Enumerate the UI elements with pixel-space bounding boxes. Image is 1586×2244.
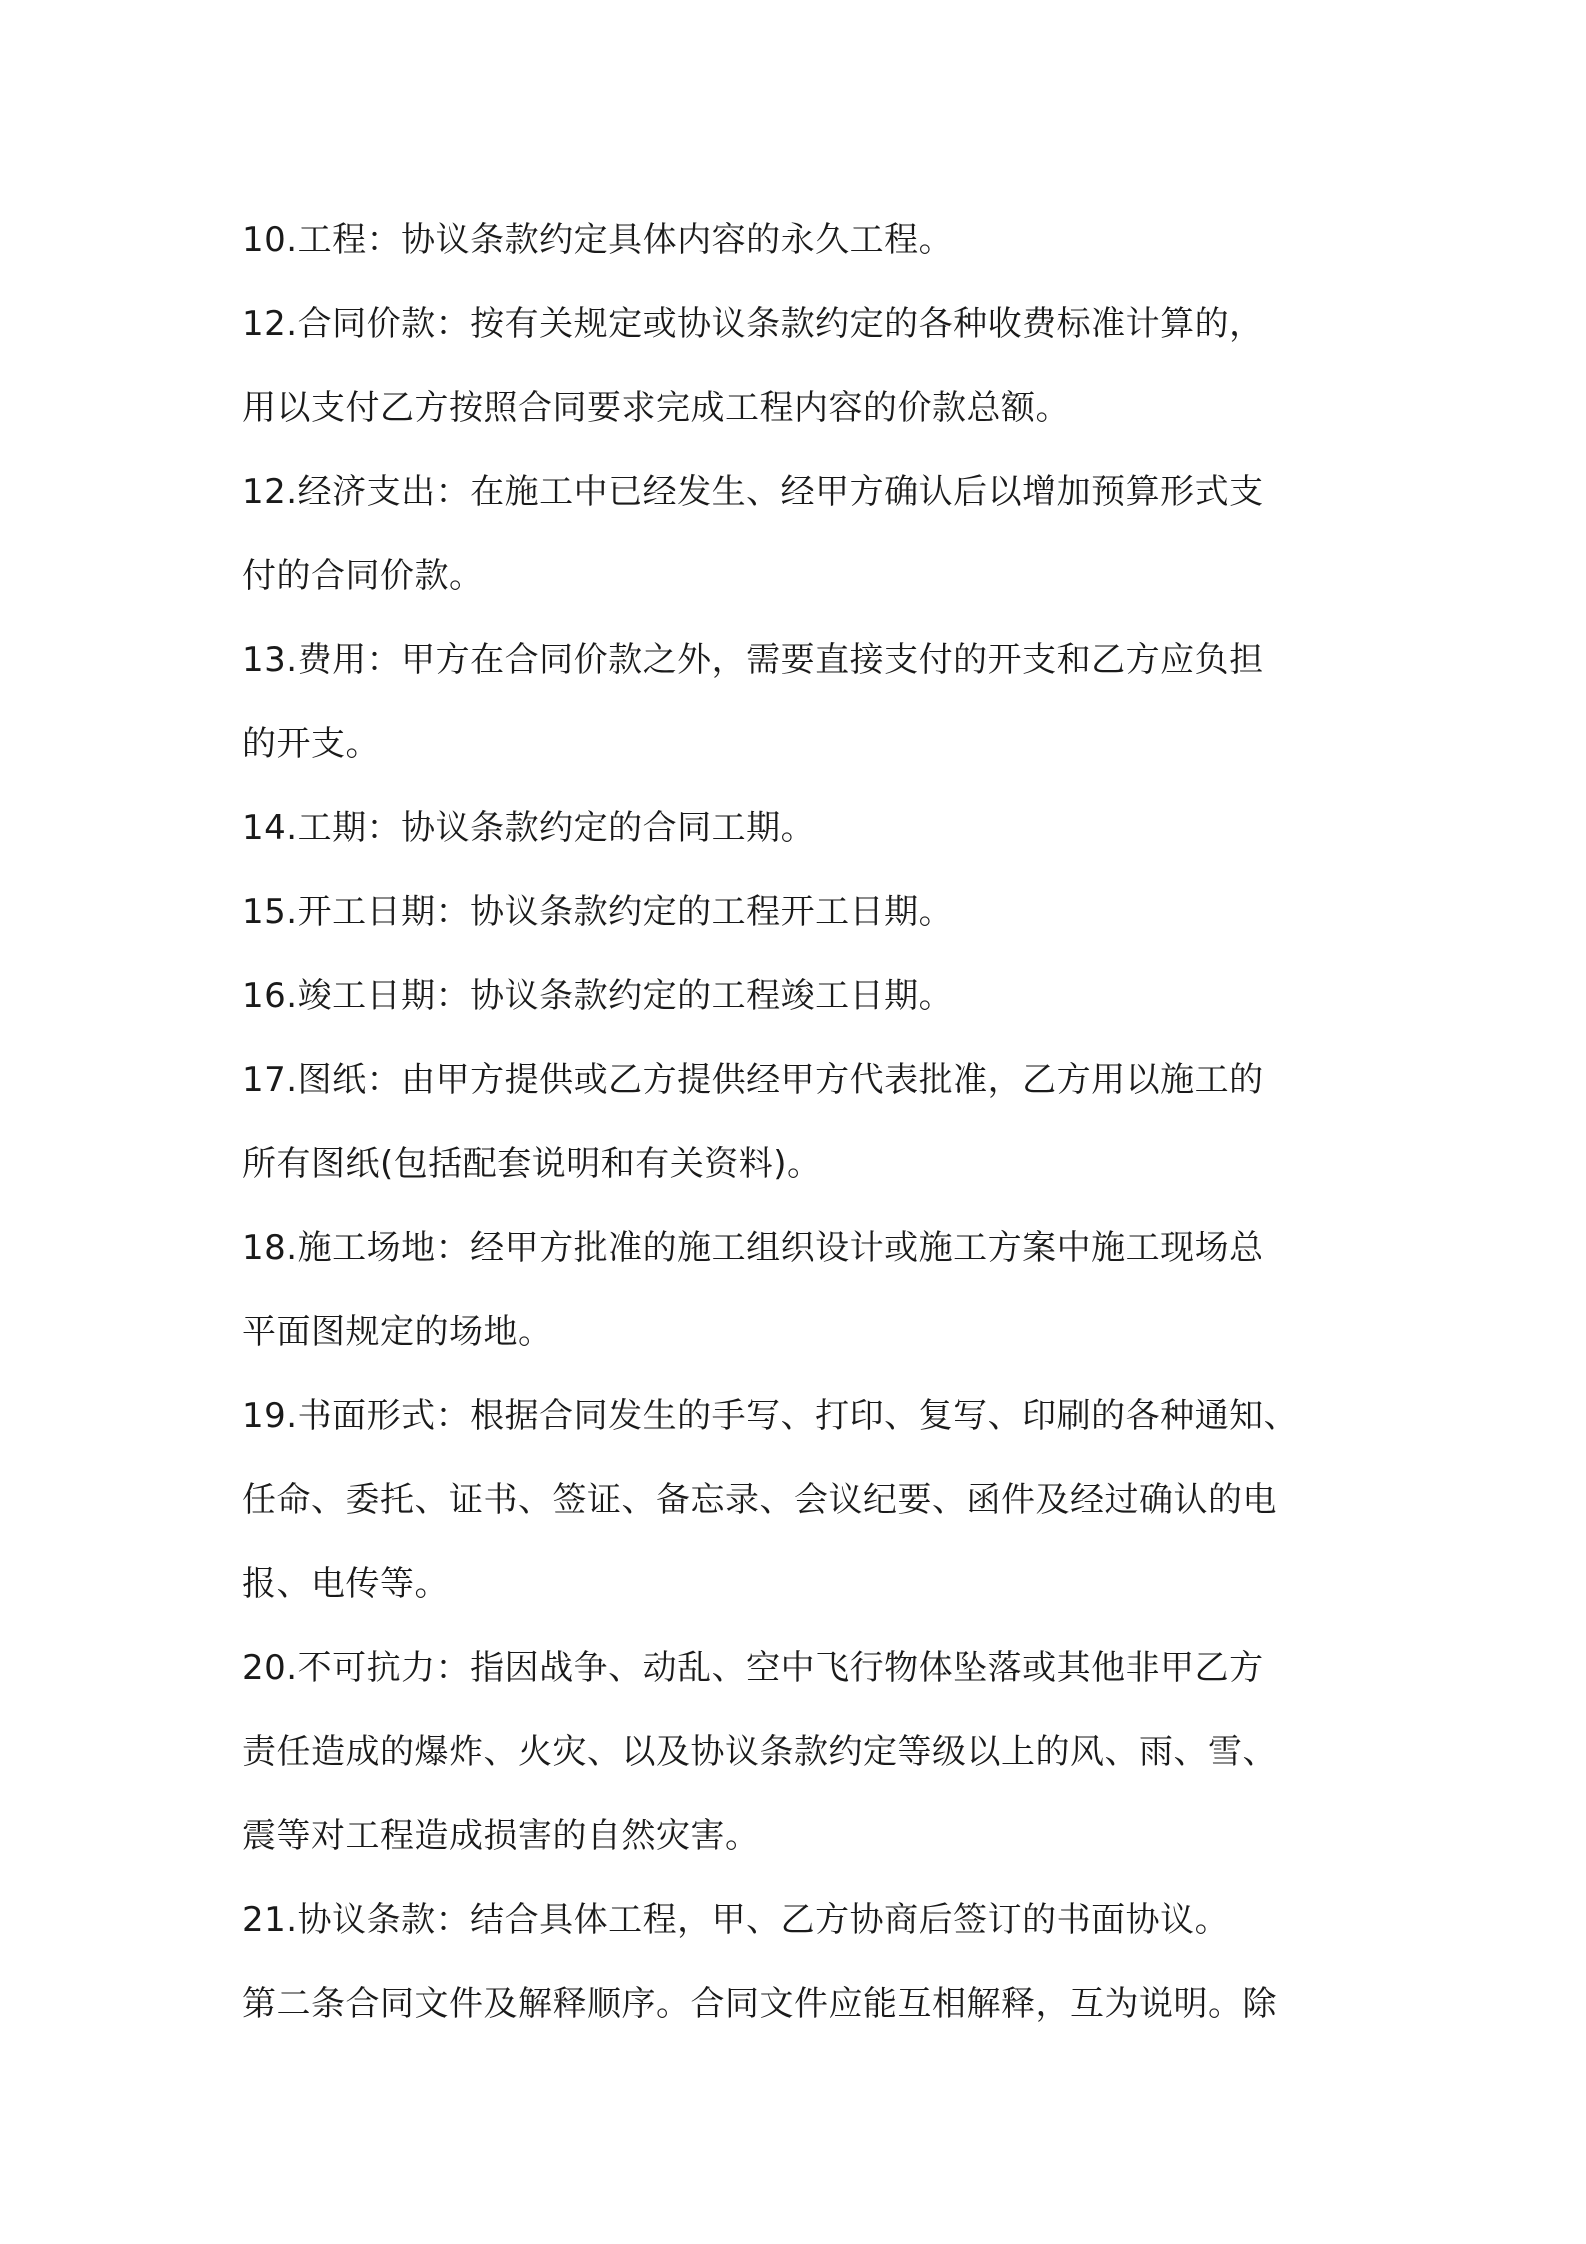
text-line: 15.开工日期：协议条款约定的工程开工日期。 — [242, 892, 954, 932]
text-line: 报、电传等。 — [242, 1564, 449, 1604]
text-line: 18.施工场地：经甲方批准的施工组织设计或施工方案中施工现场总 — [242, 1228, 1264, 1268]
text-line: 付的合同价款。 — [242, 556, 484, 596]
text-line: 第二条合同文件及解释顺序。合同文件应能互相解释，互为说明。除 — [242, 1984, 1277, 2024]
text-line: 任命、委托、证书、签证、备忘录、会议纪要、函件及经过确认的电 — [242, 1480, 1277, 1520]
text-line: 平面图规定的场地。 — [242, 1312, 553, 1352]
text-line: 用以支付乙方按照合同要求完成工程内容的价款总额。 — [242, 388, 1070, 428]
text-line: 责任造成的爆炸、火灾、以及协议条款约定等级以上的风、雨、雪、 — [242, 1732, 1277, 1772]
text-line: 12.合同价款：按有关规定或协议条款约定的各种收费标准计算的， — [242, 304, 1264, 344]
text-line: 17.图纸：由甲方提供或乙方提供经甲方代表批准，乙方用以施工的 — [242, 1060, 1264, 1100]
text-line: 14.工期：协议条款约定的合同工期。 — [242, 808, 816, 848]
text-line: 21.协议条款：结合具体工程，甲、乙方协商后签订的书面协议。 — [242, 1900, 1230, 1940]
text-line: 12.经济支出：在施工中已经发生、经甲方确认后以增加预算形式支 — [242, 472, 1264, 512]
text-line: 20.不可抗力：指因战争、动乱、空中飞行物体坠落或其他非甲乙方 — [242, 1648, 1264, 1688]
text-line: 19.书面形式：根据合同发生的手写、打印、复写、印刷的各种通知、 — [242, 1396, 1299, 1436]
text-line: 10.工程：协议条款约定具体内容的永久工程。 — [242, 220, 954, 260]
document-body — [242, 198, 1360, 2046]
text-line: 13.费用：甲方在合同价款之外，需要直接支付的开支和乙方应负担 — [242, 640, 1264, 680]
text-line: 的开支。 — [242, 724, 380, 764]
text-line: 震等对工程造成损害的自然灾害。 — [242, 1816, 760, 1856]
text-line: 所有图纸(包括配套说明和有关资料)。 — [242, 1144, 822, 1184]
text-line: 16.竣工日期：协议条款约定的工程竣工日期。 — [242, 976, 954, 1016]
